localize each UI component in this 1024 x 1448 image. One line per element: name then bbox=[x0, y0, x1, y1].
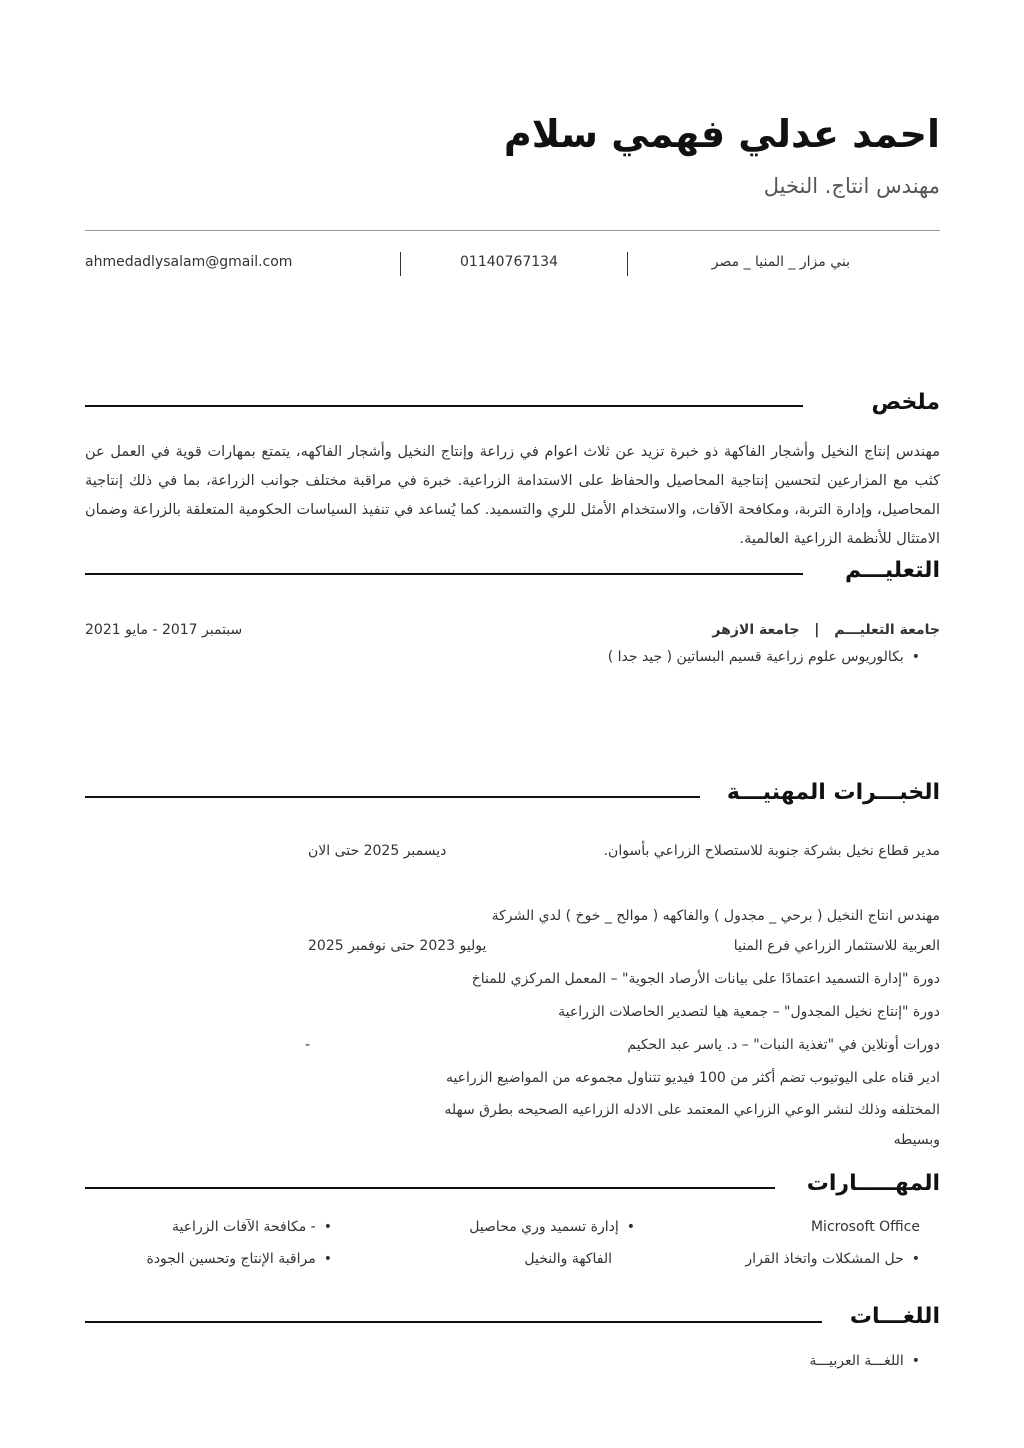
contact-separator bbox=[627, 252, 628, 276]
education-heading: التعليـــم bbox=[845, 558, 940, 583]
experience-job-1: مدير قطاع نخيل بشركة جنوبة للاستصلاح الزراعي بأسوان. bbox=[603, 843, 940, 859]
experience-job-1-dates: ديسمبر 2025 حتى الان bbox=[308, 843, 447, 859]
section-rule bbox=[85, 1187, 775, 1189]
course-item: دورة "إدارة التسميد اعتمادًا على بيانات الأرصاد الجوية" – المعمل المركزي للمناخ bbox=[471, 971, 940, 987]
skill-item: • - مكافحة الآفات الزراعية bbox=[172, 1219, 332, 1235]
skill-item: • مراقبة الإنتاج وتحسين الجودة bbox=[146, 1251, 332, 1267]
section-rule bbox=[85, 405, 803, 407]
education-label: جامعة التعليـــم bbox=[834, 622, 940, 638]
email[interactable]: ahmedadlysalam@gmail.com bbox=[85, 254, 293, 270]
experience-heading: الخبـــرات المهنيـــة bbox=[726, 780, 940, 805]
languages-heading: اللغـــات bbox=[849, 1304, 940, 1329]
candidate-name: احمد عدلي فهمي سلام bbox=[503, 112, 940, 156]
section-rule bbox=[85, 796, 700, 798]
experience-job-2: مهندس انتاج النخيل ( برحي _ مجدول ) والفاكهه ( موالح _ خوخ ) لدي الشركة bbox=[491, 908, 940, 924]
skill-item: Microsoft Office bbox=[810, 1219, 920, 1235]
education-institution bbox=[712, 622, 940, 638]
phone[interactable]: 01140767134 bbox=[460, 254, 558, 270]
education-dates: سبتمبر 2017 - مايو 2021 bbox=[85, 622, 243, 638]
skill-item: • حل المشكلات واتخاذ القرار bbox=[745, 1251, 920, 1267]
header-divider bbox=[85, 230, 940, 231]
course-dash: - bbox=[305, 1037, 311, 1053]
skill-item: الفاكهة والنخيل bbox=[524, 1251, 612, 1267]
summary-heading: ملخص bbox=[871, 390, 940, 415]
summary-text: مهندس إنتاج النخيل وأشجار الفاكهة ذو خبرة تزيد عن ثلاث اعوام في زراعة وإنتاج النخيل وأشجار الفاكهه، يتمتع بمهارات قوية في العمل عن كثب مع المزارعين لتحسين إنتاجية المحاصيل والحفاظ على الاستدامة الزراعية. خبرة في مراقبة مختلف جوانب الزراعة، بما في ذلك إنتاجية المحاصيل، وإدارة التربة، ومكافحة الآفات، والاستخدام الأمثل للري والتسميد. كما يُساعد في تنفيذ السياسات الحكومية المتعلقة بالزراعة وضمان الامتثال للأنظمة الزراعية العالمية. bbox=[85, 444, 940, 547]
course-item: دورات أونلاين في "تغذية النبات" – د. ياسر عبد الحكيم bbox=[627, 1037, 940, 1053]
section-rule bbox=[85, 573, 803, 575]
contact-separator bbox=[400, 252, 401, 276]
section-rule bbox=[85, 1321, 822, 1323]
university: جامعة الازهر bbox=[712, 622, 800, 638]
skill-item: • إدارة تسميد وري محاصيل bbox=[469, 1219, 635, 1235]
youtube-text: وبسيطه bbox=[893, 1132, 940, 1148]
skills-heading: المهـــــارات bbox=[806, 1171, 940, 1196]
youtube-text: ادير قناه على اليوتيوب تضم أكثر من 100 فيديو تتناول مجموعه من المواضيع الزراعيه bbox=[445, 1070, 940, 1086]
language-item: • اللغـــة العربيـــة bbox=[809, 1353, 920, 1369]
experience-job-2-company: العربية للاستثمار الزراعي فرع المنيا bbox=[733, 938, 940, 954]
experience-job-2-dates: يوليو 2023 حتى نوفمبر 2025 bbox=[308, 938, 487, 954]
education-separator: | bbox=[814, 622, 820, 638]
location: بني مزار _ المنيا _ مصر bbox=[711, 254, 850, 270]
course-item: دورة "إنتاج نخيل المجدول" – جمعية هيا لتصدير الحاصلات الزراعية bbox=[558, 1004, 940, 1020]
youtube-text: المختلفه وذلك لنشر الوعي الزراعي المعتمد على الادله الزراعيه الصحيحه بطرق سهله bbox=[444, 1102, 940, 1118]
job-title: مهندس انتاج. النخيل bbox=[763, 174, 940, 198]
education-degree: • بكالوريوس علوم زراعية قسيم البساتين ( جيد جدا ) bbox=[608, 649, 920, 665]
